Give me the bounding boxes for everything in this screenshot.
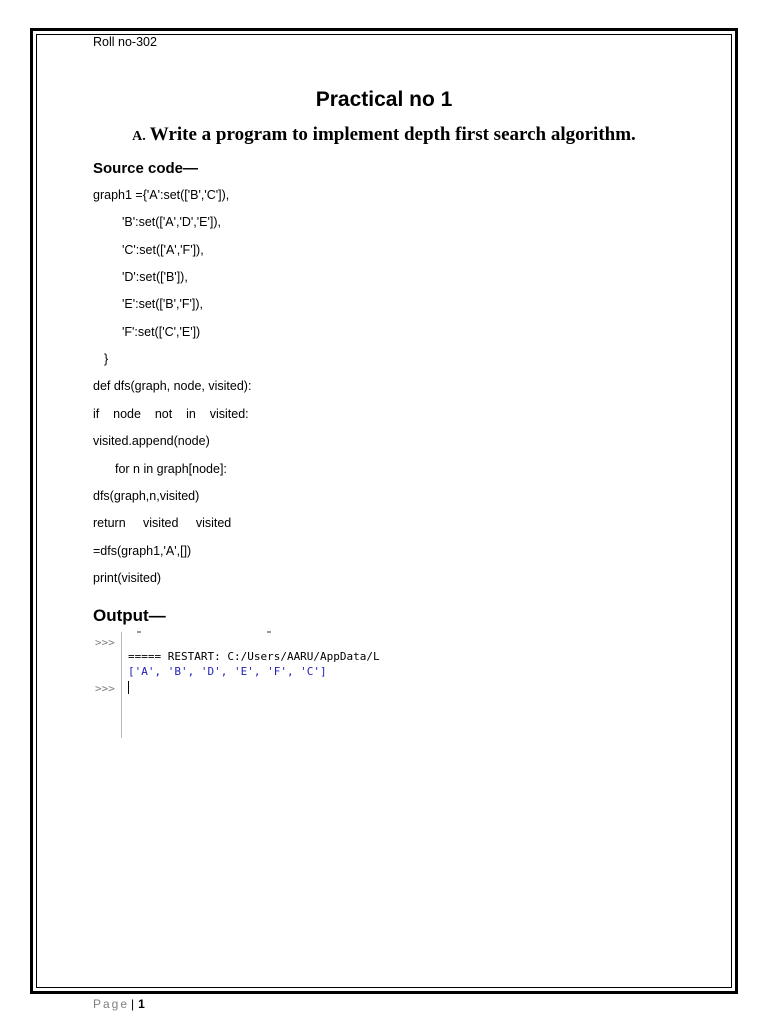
cropped-text-fragment [267,631,271,633]
footer-page-word: Page [93,997,130,1011]
cropped-text-fragment [137,631,141,633]
shell-restart-line: ===== RESTART: C:/Users/AARU/AppData/L [128,650,380,663]
code-line: for n in graph[node]: [115,462,227,476]
footer-separator: | [131,997,135,1011]
code-line: return visited visited [93,516,232,530]
question-label: A. [132,129,146,144]
source-code-heading: Source code— [93,160,199,177]
code-line: visited.append(node) [93,434,210,448]
code-line: =dfs(graph1,'A',[]) [93,544,192,558]
code-line: } [104,352,109,366]
code-line: 'D':set(['B']), [122,270,188,284]
shell-gutter-divider [121,632,122,738]
page-border-inner [36,34,732,988]
output-heading: Output— [93,606,166,625]
page-footer [93,997,145,1011]
text-cursor [128,681,129,694]
code-line: print(visited) [93,571,162,585]
shell-prompt: >>> [95,636,115,649]
page-title: Practical no 1 [315,88,453,111]
shell-result-line: ['A', 'B', 'D', 'E', 'F', 'C'] [128,665,327,678]
output-shell-screenshot [92,632,432,738]
footer-page-number: 1 [138,997,145,1011]
question [0,124,768,146]
code-line: 'F':set(['C','E']) [122,325,201,339]
code-line: 'E':set(['B','F']), [122,297,203,311]
code-line: if node not in visited: [93,407,249,421]
code-line: 'C':set(['A','F']), [122,243,204,257]
code-line: graph1 ={'A':set(['B','C']), [93,188,230,202]
roll-number: Roll no-302 [93,35,157,49]
shell-prompt: >>> [95,682,115,695]
code-line: def dfs(graph, node, visited): [93,379,252,393]
code-line: dfs(graph,n,visited) [93,489,200,503]
question-text: Write a program to implement depth first search algorithm. [149,124,636,145]
code-line: 'B':set(['A','D','E']), [122,215,221,229]
